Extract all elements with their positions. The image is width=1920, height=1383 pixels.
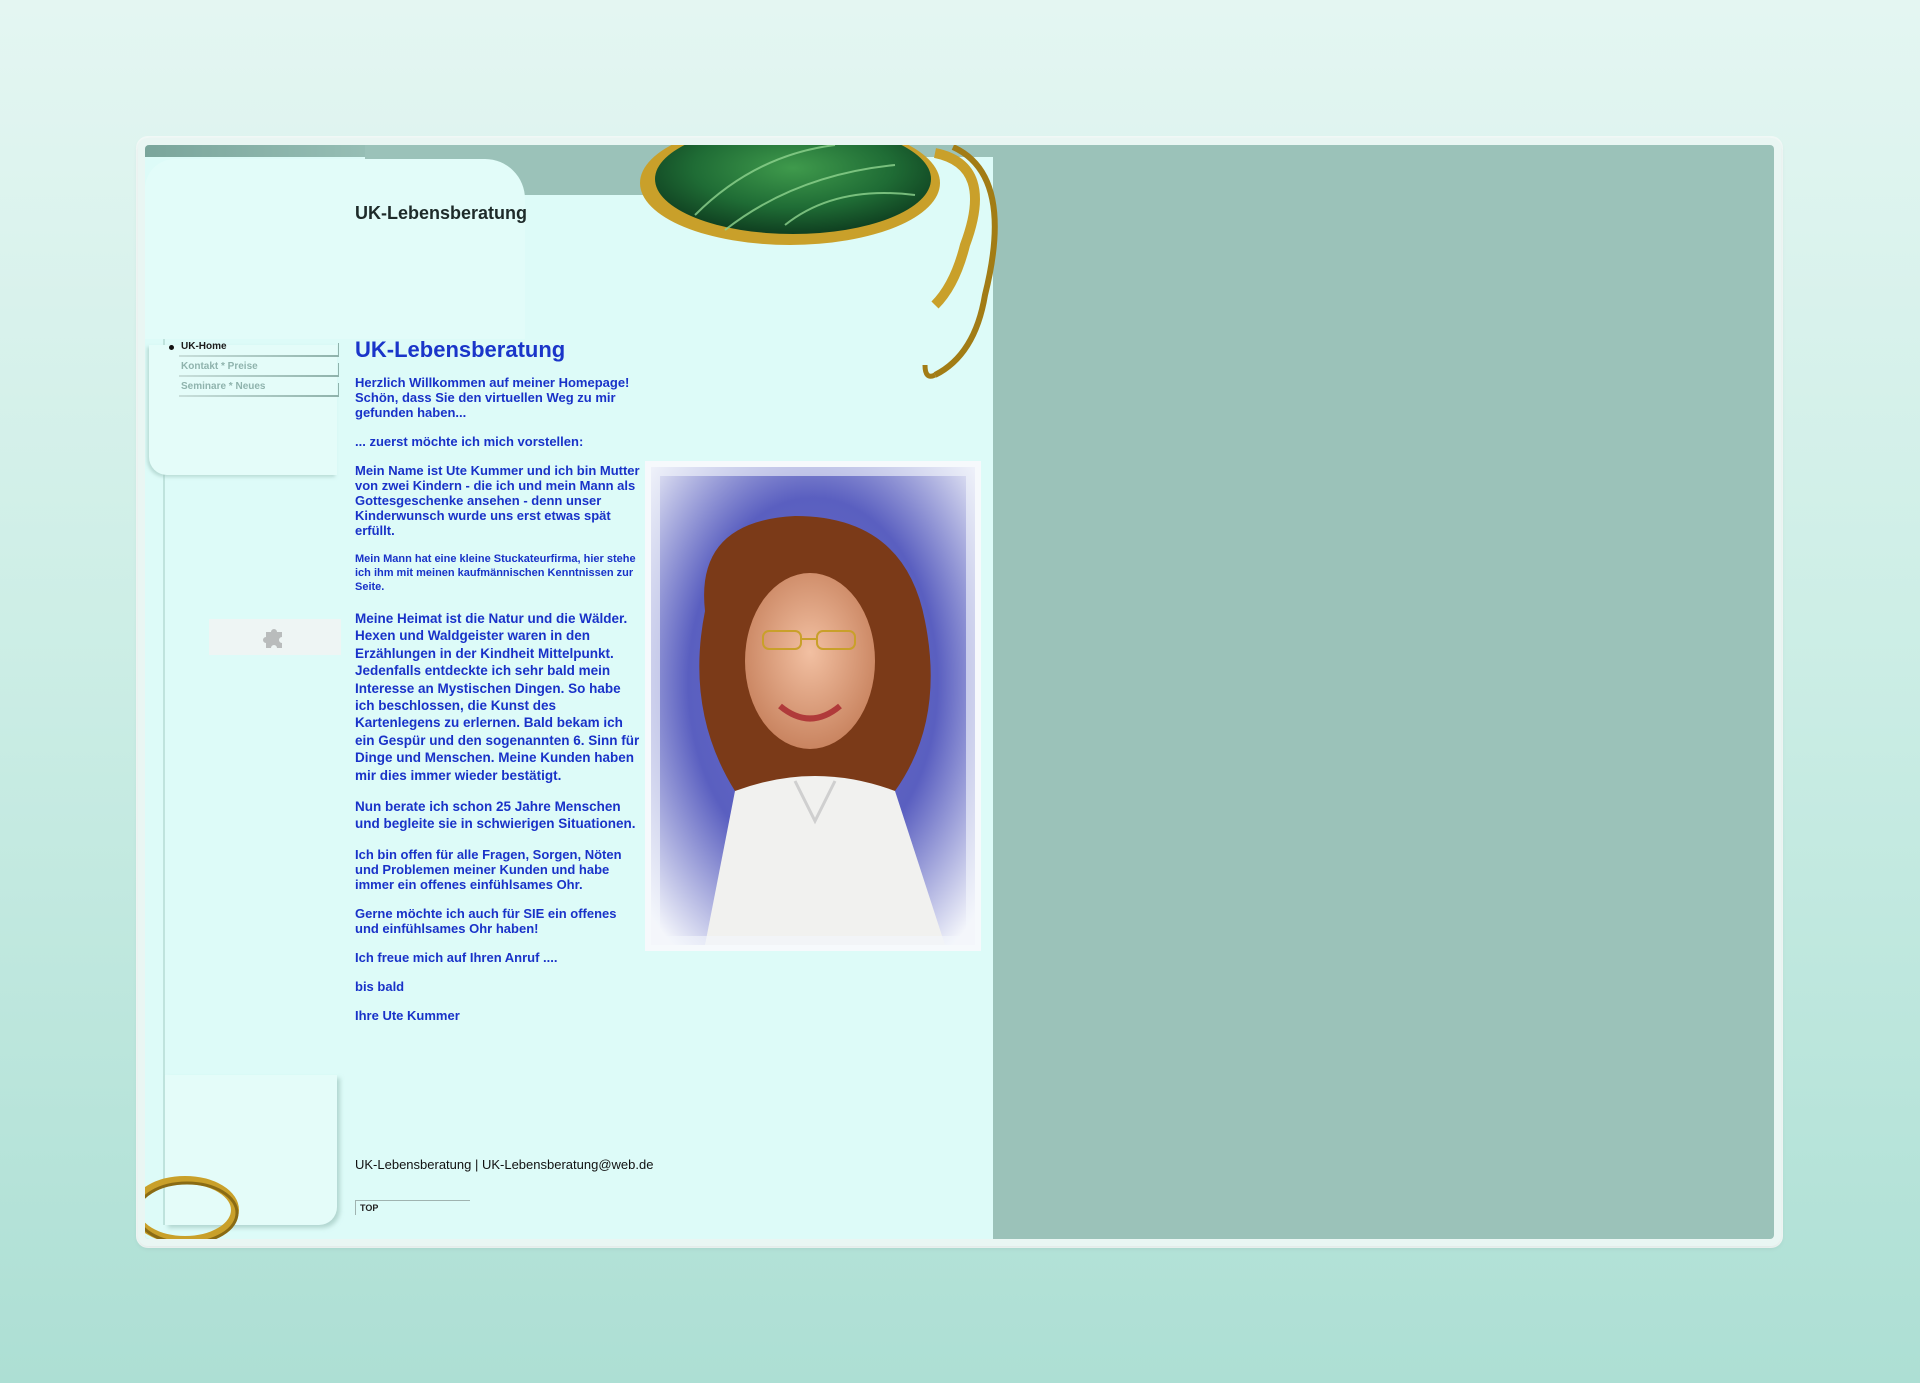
- nav-label: Kontakt * Preise: [181, 361, 258, 372]
- welcome-text: Herzlich Willkommen auf meiner Homepage! Schön, dass Sie den virtuellen Weg zu mir gefunden haben...: [355, 375, 630, 420]
- site-canvas: [145, 145, 993, 1239]
- nav-edge: [338, 343, 339, 357]
- puzzle-widget[interactable]: [209, 619, 341, 655]
- ring-ornament: [145, 1165, 245, 1239]
- nav-item-kontakt-preise[interactable]: [169, 359, 339, 377]
- browser-window: [138, 138, 1781, 1246]
- main-content: [355, 337, 640, 1037]
- nav-underline: [179, 375, 339, 377]
- nav-item-seminare-neues[interactable]: [169, 379, 339, 397]
- nav-label: Seminare * Neues: [181, 381, 266, 392]
- husband-paragraph: Mein Mann hat eine kleine Stuckateurfirma, hier stehe ich ihm mit meinen kaufmännischen Kenntnissen zur Seite.: [355, 553, 636, 593]
- anruf-paragraph: Ich freue mich auf Ihren Anruf ....: [355, 949, 558, 965]
- header-panel: [145, 159, 528, 339]
- nav-underline: [179, 355, 339, 357]
- nav-item-uk-home[interactable]: [169, 339, 339, 357]
- site-title: UK-Lebensberatung: [355, 203, 528, 223]
- gerne-paragraph: Gerne möchte ich auch für SIE ein offenes und einfühlsames Ohr haben!: [355, 905, 617, 936]
- signature-paragraph: Ihre Ute Kummer: [355, 1007, 460, 1023]
- active-bullet-icon: [169, 345, 174, 350]
- intro-text: ... zuerst möchte ich mich vorstellen:: [355, 434, 584, 449]
- page-heading: UK-Lebensberatung: [355, 337, 566, 362]
- top-link[interactable]: TOP: [355, 1200, 470, 1215]
- sidebar-nav: [169, 339, 339, 399]
- footer-contact: UK-Lebensberatung | UK-Lebensberatung@web.de: [355, 1157, 654, 1172]
- nav-underline: [179, 395, 339, 397]
- portrait-photo: [645, 461, 981, 951]
- page-viewport: [145, 145, 1774, 1239]
- name-paragraph: Mein Name ist Ute Kummer und ich bin Mutter von zwei Kindern - die ich und mein Mann als Gottesgeschenke ansehen - denn unser Kinderwunsch wurde uns erst etwas spät erfüllt.: [355, 463, 640, 538]
- years-paragraph: Nun berate ich schon 25 Jahre Menschen und begleite sie in schwierigen Situationen.: [355, 799, 636, 832]
- heimat-paragraph: Meine Heimat ist die Natur und die Wälder. Hexen und Waldgeister waren in den Erzählungen in der Kindheit Mittelpunkt. Jedenfalls entdeckte ich sehr bald mein Interesse an Mystischen Dingen. So habe ich beschlossen, die Kunst des Kartenlegens zu erlernen. Bald bekam ich ein Gespür und den sogenannten 6. Sinn für Dinge und Menschen. Meine Kunden haben mir dies immer wieder bestätigt.: [355, 611, 640, 783]
- nav-edge: [338, 363, 339, 377]
- puzzle-icon: [260, 622, 290, 652]
- fern-ornament: [635, 145, 1195, 435]
- nav-edge: [338, 383, 339, 397]
- open-paragraph: Ich bin offen für alle Fragen, Sorgen, Nöten und Problemen meiner Kunden und habe immer ein offenes einfühlsames Ohr.: [355, 846, 622, 892]
- bald-paragraph: bis bald: [355, 978, 405, 994]
- nav-label: UK-Home: [181, 341, 227, 352]
